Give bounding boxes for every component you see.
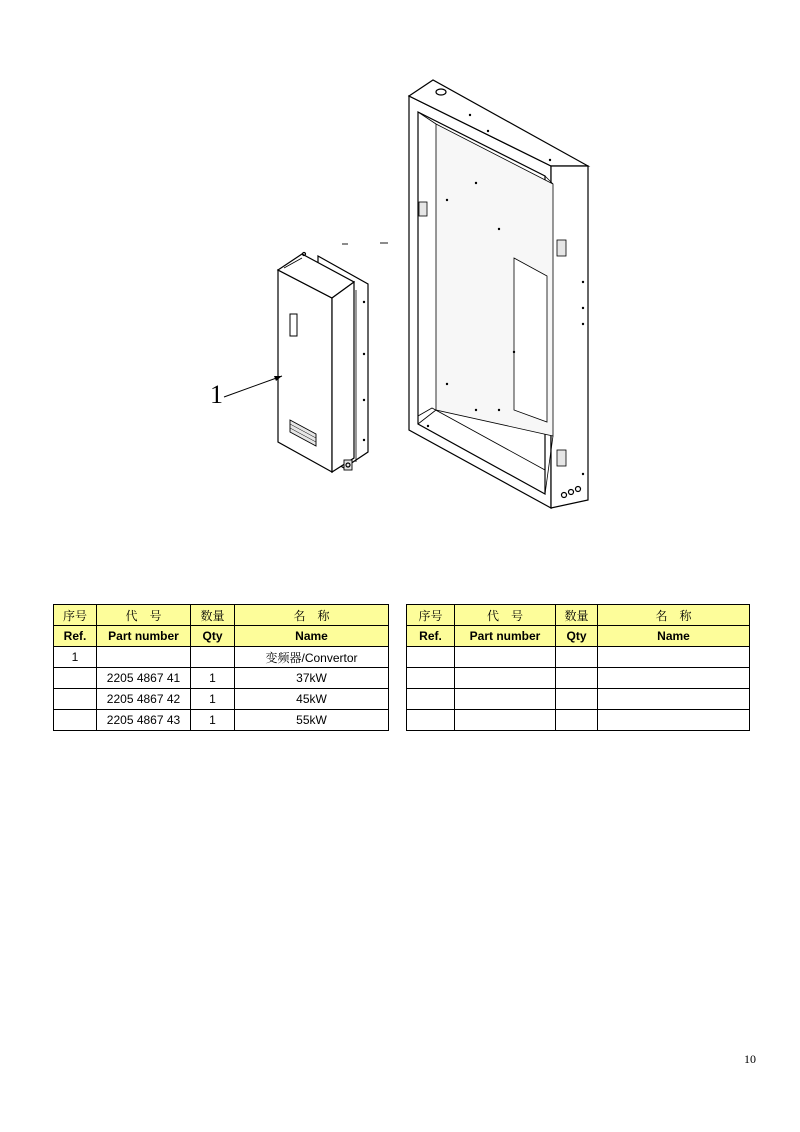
header-qty: Qty <box>191 626 235 647</box>
table-row <box>54 710 389 731</box>
cell-ref <box>407 689 455 710</box>
cell-qty: 1 <box>191 689 235 710</box>
cell-name <box>598 689 750 710</box>
header-ref: Ref. <box>407 626 455 647</box>
header-part-number-cn: 代 号 <box>97 605 191 626</box>
cell-qty: 1 <box>191 710 235 731</box>
table-row <box>407 689 750 710</box>
cell-part-number: 2205 4867 42 <box>97 689 191 710</box>
header-qty-cn: 数量 <box>191 605 235 626</box>
header-name-cn: 名 称 <box>235 605 389 626</box>
cell-qty <box>556 647 598 668</box>
parts-table-left <box>53 604 389 731</box>
cabinet-frame-drawing <box>409 80 588 508</box>
cell-part-number <box>455 689 556 710</box>
table-row <box>407 710 750 731</box>
header-qty: Qty <box>556 626 598 647</box>
header-part-number: Part number <box>455 626 556 647</box>
converter-unit-drawing <box>278 243 388 472</box>
cell-part-number <box>97 647 191 668</box>
header-ref-cn: 序号 <box>54 605 97 626</box>
cell-ref <box>407 710 455 731</box>
table-row <box>407 668 750 689</box>
table-header-cn <box>407 605 750 626</box>
cell-ref <box>54 689 97 710</box>
header-ref-cn: 序号 <box>407 605 455 626</box>
cell-ref <box>407 647 455 668</box>
header-name-cn: 名 称 <box>598 605 750 626</box>
header-name: Name <box>235 626 389 647</box>
cell-qty: 1 <box>191 668 235 689</box>
cell-part-number <box>455 647 556 668</box>
cell-part-number: 2205 4867 43 <box>97 710 191 731</box>
header-part-number-cn: 代 号 <box>455 605 556 626</box>
cell-ref <box>54 710 97 731</box>
table-header-en <box>54 626 389 647</box>
table-header-cn <box>54 605 389 626</box>
exploded-view-drawing <box>0 0 800 560</box>
cell-qty <box>556 668 598 689</box>
cell-ref: 1 <box>54 647 97 668</box>
cell-part-number <box>455 668 556 689</box>
cell-name <box>598 647 750 668</box>
cell-part-number <box>455 710 556 731</box>
header-part-number: Part number <box>97 626 191 647</box>
cell-name <box>598 710 750 731</box>
cell-name: 37kW <box>235 668 389 689</box>
header-name: Name <box>598 626 750 647</box>
cell-qty <box>556 689 598 710</box>
cell-name: 45kW <box>235 689 389 710</box>
cell-name: 变频器/Convertor <box>235 647 389 668</box>
header-qty-cn: 数量 <box>556 605 598 626</box>
cell-ref <box>407 668 455 689</box>
cell-part-number: 2205 4867 41 <box>97 668 191 689</box>
table-header-en <box>407 626 750 647</box>
cell-ref <box>54 668 97 689</box>
callout-label: 1 <box>210 380 223 409</box>
cell-name: 55kW <box>235 710 389 731</box>
header-ref: Ref. <box>54 626 97 647</box>
cell-qty <box>191 647 235 668</box>
page-number: 10 <box>744 1052 756 1066</box>
cell-qty <box>556 710 598 731</box>
table-row <box>54 647 389 668</box>
callout-leader <box>224 376 282 397</box>
cell-name <box>598 668 750 689</box>
table-row <box>54 668 389 689</box>
parts-table-right <box>406 604 750 731</box>
table-row <box>54 689 389 710</box>
table-row <box>407 647 750 668</box>
